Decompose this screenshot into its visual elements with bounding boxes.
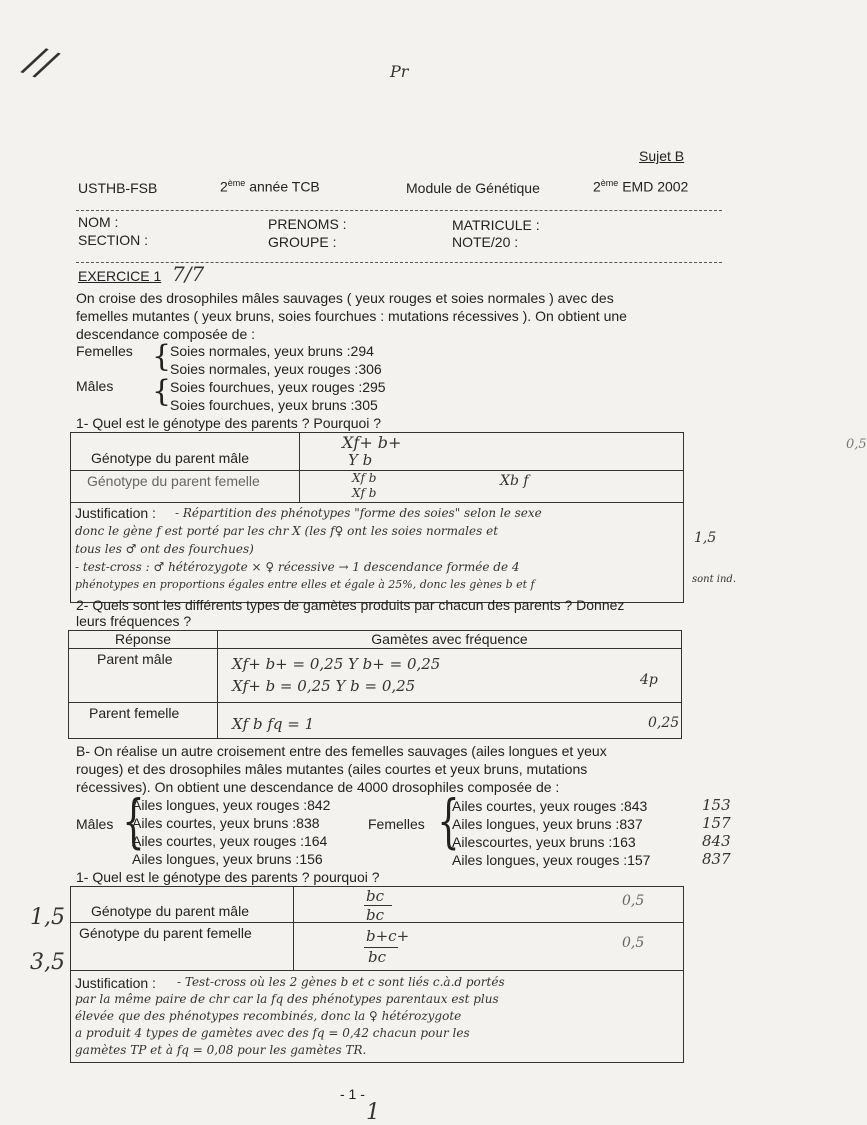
justification-label: Justification : [75,975,156,991]
handwritten-answer: Xf+ b = 0,25 Y b = 0,25 [232,677,416,695]
handwritten-answer: Xf b fq = 1 [232,715,315,733]
university: USTHB-FSB [78,180,158,196]
intro-line: rouges) et des drosophiles mâles mutantes (ailes courtes et yeux bruns, mutations [76,761,588,777]
handwritten-answer: bc [368,948,387,966]
note-field: NOTE/20 : [452,234,519,250]
intro-line: On croise des drosophiles mâles sauvages ( yeux rouges et soies normales ) avec des [76,290,614,306]
grade-mark: 4p [640,672,658,688]
list-item: Ailes courtes, yeux rouges :164 [132,833,328,849]
cell-label [71,433,300,471]
list-item: Ailescourtes, yeux bruns :163 [452,834,636,850]
score: 0,25 [648,715,680,731]
brace-icon: { [152,374,172,409]
row-label: Génotype du parent mâle [91,450,249,466]
list-item: Ailes longues, yeux rouges :157 [452,852,651,868]
section-field: SECTION : [78,232,149,248]
score: 0,5 [846,437,867,452]
justification-line: phénotypes en proportions égales entre elles et égale à 25%, donc les gènes b et f [75,578,535,591]
column-header: Réponse [69,631,218,649]
justification-line: gamètes TP et à fq = 0,08 pour les gamètes TR. [75,1043,367,1057]
intro-line: B- On réalise un autre croisement entre des femelles sauvages (ailes longues et yeux [76,743,607,759]
correction: 153 [702,796,731,814]
list-item: Ailes longues, yeux bruns :156 [132,851,323,867]
margin-note: sont ind. [692,574,737,585]
exercise-title: EXERCICE 1 [78,268,162,284]
justification-line: par la même paire de chr car la fq des phénotypes parentaux est plus [75,992,499,1006]
genotype-table-2 [70,886,684,1063]
justification-line: donc le gène f est porté par les chr X (les f♀ ont les soies normales et [75,524,499,538]
row-label: Parent femelle [89,705,180,721]
question: 2- Quels sont les différents types de gamètes produits par chacun des parents ? Donnez [76,597,625,613]
handwritten-answer: b+c+ [366,927,410,945]
row-label: Génotype du parent femelle [87,473,260,489]
handwritten-answer: Y b [348,451,373,469]
groupe-field: GROUPE : [268,234,337,250]
row-label: Génotype du parent mâle [91,903,249,919]
handwritten-page-number: 1 [366,1100,380,1125]
handwritten-answer: Xf b [352,486,377,500]
brace-icon: { [122,787,145,855]
matricule-field: MATRICULE : [452,217,540,233]
page-number: - 1 - [340,1086,365,1102]
brace-icon: { [437,787,460,855]
brace-icon: { [152,339,172,374]
score: 1,5 [694,530,717,546]
question: leurs fréquences ? [76,613,192,629]
prenoms-field: PRENOMS : [268,216,347,232]
justification-line: élevée que des phénotypes recombinés, donc la ♀ hétérozygote [75,1009,462,1023]
column-header: Gamètes avec fréquence [218,631,682,649]
score: 0,5 [622,893,645,909]
femelles-label: Femelles [368,816,425,832]
margin-grade: 3,5 [30,950,65,975]
handwritten-answer: Xf b [352,471,377,485]
margin-grade: 1,5 [30,905,65,930]
handwritten-answer: Xf+ b+ [342,433,402,452]
list-item: Soies fourchues, yeux bruns :305 [170,397,378,413]
intro-line: femelles mutantes ( yeux bruns, soies fourchues : mutations récessives ). On obtient une [76,308,627,324]
list-item: Ailes longues, yeux bruns :837 [452,816,643,832]
correction: 843 [702,832,731,850]
list-item: Soies normales, yeux rouges :306 [170,361,382,377]
score: 0,5 [622,935,645,951]
gametes-table [68,630,682,739]
justification-line: tous les ♂ ont des fourchues) [75,542,254,556]
handwritten-answer: Xf+ b+ = 0,25 Y b+ = 0,25 [232,655,441,673]
justification-line: - Test-cross où les 2 gènes b et c sont liés c.à.d portés [177,975,505,989]
handwritten-answer: bc [366,906,385,924]
femelles-label: Femelles [76,343,133,359]
list-item: Soies fourchues, yeux rouges :295 [170,379,386,395]
handwritten-answer: Xb f [500,473,529,489]
justification-line: - test-cross : ♂ hétérozygote × ♀ récessive → 1 descendance formée de 4 [75,560,520,574]
subject-label: Sujet B [639,148,685,164]
justification-label: Justification : [75,505,156,521]
intro-line: descendance composée de : [76,326,256,342]
list-item: Ailes longues, yeux rouges :842 [132,797,331,813]
intro-line: récessives). On obtient une descendance de 4000 drosophiles composée de : [76,779,560,795]
year: 2ème année TCB [220,178,320,195]
males-label: Mâles [76,816,114,832]
page-mark: Pr [390,62,409,81]
nom-field: NOM : [78,214,119,230]
grade-mark: 7/7 [172,262,205,286]
males-label: Mâles [76,378,114,394]
justification-line: a produit 4 types de gamètes avec des fq = 0,42 chacun pour les [75,1026,470,1040]
correction: 157 [702,814,731,832]
handwritten-answer: bc [366,887,385,905]
list-item: Ailes courtes, yeux rouges :843 [452,798,648,814]
question: 1- Quel est le génotype des parents ? Pourquoi ? [76,415,382,431]
emd: 2ème EMD 2002 [593,178,689,195]
question: 1- Quel est le génotype des parents ? pourquoi ? [76,869,380,885]
row-label: Génotype du parent femelle [79,925,252,941]
module: Module de Génétique [406,180,540,196]
list-item: Soies normales, yeux bruns :294 [170,343,374,359]
correction: 837 [702,850,731,868]
top-left-mark: // [21,36,61,88]
justification-line: - Répartition des phénotypes "forme des soies" selon le sexe [175,506,542,520]
row-label: Parent mâle [97,651,173,667]
list-item: Ailes courtes, yeux bruns :838 [132,815,320,831]
